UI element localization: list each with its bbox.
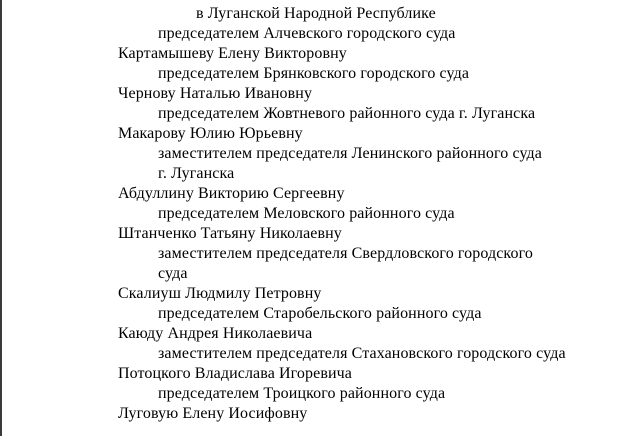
text-line-position: заместителем председателя Стахановского городского суда bbox=[158, 345, 566, 362]
text-line-name: Картамышеву Елену Викторовну bbox=[118, 45, 347, 62]
text-line-position: председателем Брянковского городского суда bbox=[158, 65, 470, 82]
text-line-position: председателем Троицкого районного суда bbox=[158, 385, 446, 402]
text-line-position: председателем Старобельского районного суда bbox=[158, 305, 482, 322]
text-line-name: Каюду Андрея Николаевича bbox=[118, 325, 313, 342]
page-left-border bbox=[0, 0, 2, 436]
text-line-position: заместителем председателя Ленинского районного суда bbox=[158, 145, 542, 162]
text-line-position: заместителем председателя Свердловского городского bbox=[158, 245, 533, 262]
text-line-position: г. Луганска bbox=[158, 165, 235, 182]
text-line-position: председателем Алчевского городского суда bbox=[158, 25, 456, 42]
text-line-name: Абдуллину Викторию Сергеевну bbox=[118, 185, 345, 202]
text-line-name: Луговую Елену Иосифовну bbox=[118, 405, 308, 422]
text-line-name: Чернову Наталью Ивановну bbox=[118, 85, 313, 102]
text-line-name: Скалиуш Людмилу Петровну bbox=[118, 285, 322, 302]
text-line-position: суда bbox=[158, 265, 188, 282]
text-line-name: Штанченко Татьяну Николаевну bbox=[118, 225, 342, 242]
text-line-position: председателем Жовтневого районного суда г. Луганска bbox=[158, 105, 536, 122]
text-line-position: председателем Меловского районного суда bbox=[158, 205, 455, 222]
text-line-position: в Луганской Народной Республике bbox=[196, 5, 436, 22]
text-line-name: Макарову Юлию Юрьевну bbox=[118, 125, 303, 142]
text-line-name: Потоцкого Владислава Игоревича bbox=[118, 365, 352, 382]
